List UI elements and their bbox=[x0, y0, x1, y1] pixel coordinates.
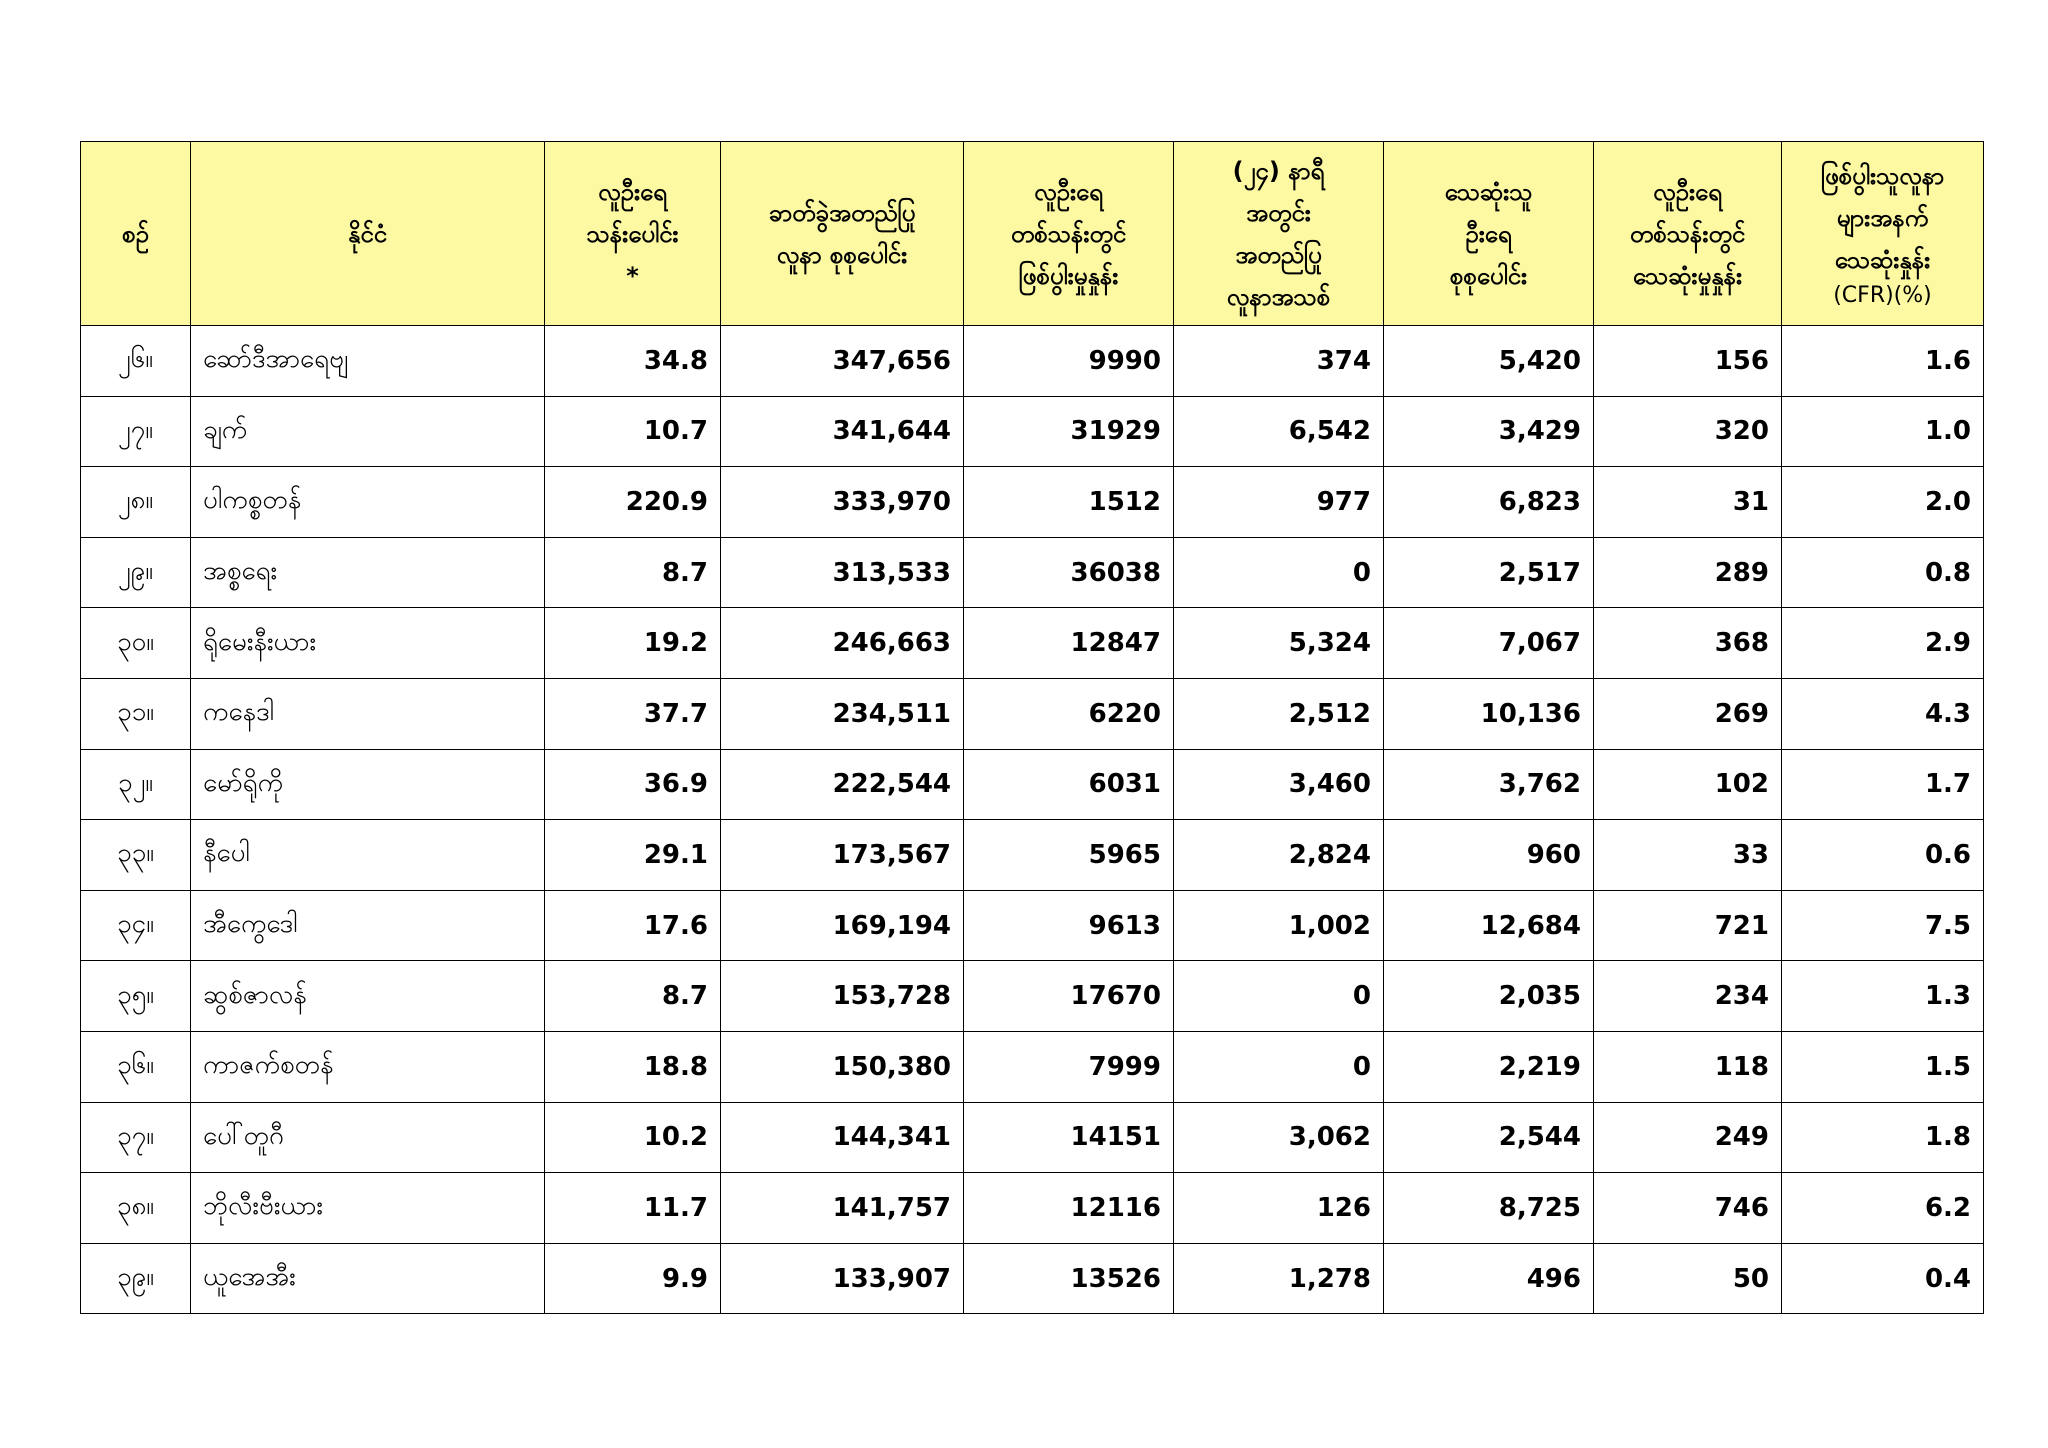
cell-total-confirmed: 150,380 bbox=[721, 1031, 964, 1102]
cell-cfr: 6.2 bbox=[1782, 1173, 1984, 1244]
cell-no: ၃၂။ bbox=[81, 749, 191, 820]
cell-total-confirmed: 341,644 bbox=[721, 396, 964, 467]
cell-population: 37.7 bbox=[545, 678, 721, 749]
covid-country-table bbox=[80, 141, 1984, 1314]
cell-incidence-per-million: 6220 bbox=[964, 678, 1174, 749]
cell-incidence-per-million: 17670 bbox=[964, 961, 1174, 1032]
cell-total-deaths: 3,762 bbox=[1384, 749, 1594, 820]
cell-new-24h: 126 bbox=[1174, 1173, 1384, 1244]
cell-incidence-per-million: 9990 bbox=[964, 326, 1174, 397]
cell-deaths-per-million: 234 bbox=[1594, 961, 1782, 1032]
cell-population: 19.2 bbox=[545, 608, 721, 679]
cell-cfr: 0.4 bbox=[1782, 1243, 1984, 1314]
header-total-confirmed: ခာတ်ခွဲအတည်ပြု လူနာ စုစုပေါင်း bbox=[721, 142, 964, 326]
cell-cfr: 7.5 bbox=[1782, 890, 1984, 961]
cell-total-deaths: 2,544 bbox=[1384, 1102, 1594, 1173]
cell-new-24h: 0 bbox=[1174, 961, 1384, 1032]
table-row bbox=[81, 467, 1984, 538]
table-body bbox=[81, 326, 1984, 1314]
cell-incidence-per-million: 12116 bbox=[964, 1173, 1174, 1244]
cell-total-confirmed: 144,341 bbox=[721, 1102, 964, 1173]
cell-new-24h: 3,460 bbox=[1174, 749, 1384, 820]
cell-total-deaths: 3,429 bbox=[1384, 396, 1594, 467]
cell-no: ၃၆။ bbox=[81, 1031, 191, 1102]
cell-total-deaths: 10,136 bbox=[1384, 678, 1594, 749]
table-row bbox=[81, 1243, 1984, 1314]
cell-total-confirmed: 234,511 bbox=[721, 678, 964, 749]
cell-deaths-per-million: 289 bbox=[1594, 537, 1782, 608]
cell-new-24h: 977 bbox=[1174, 467, 1384, 538]
cell-country: ဆော်ဒီအာရေဗျ bbox=[191, 326, 545, 397]
cell-country: ချက် bbox=[191, 396, 545, 467]
cell-country: အီကွေဒေါ bbox=[191, 890, 545, 961]
cell-population: 34.8 bbox=[545, 326, 721, 397]
header-no: စဉ် bbox=[81, 142, 191, 326]
table-row bbox=[81, 1173, 1984, 1244]
cell-country: ကာဇက်စတန် bbox=[191, 1031, 545, 1102]
cell-no: ၂၆။ bbox=[81, 326, 191, 397]
header-cfr-note: (CFR)(%) bbox=[1833, 283, 1932, 309]
cell-total-deaths: 960 bbox=[1384, 820, 1594, 891]
table-row bbox=[81, 537, 1984, 608]
cell-population: 36.9 bbox=[545, 749, 721, 820]
cell-country: မော်ရိုကို bbox=[191, 749, 545, 820]
cell-country: ဆွစ်ဇာလန် bbox=[191, 961, 545, 1032]
cell-no: ၂၇။ bbox=[81, 396, 191, 467]
header-total-deaths: သေဆုံးသူ ဦးရေ စုစုပေါင်း bbox=[1384, 142, 1594, 326]
cell-cfr: 0.8 bbox=[1782, 537, 1984, 608]
cell-deaths-per-million: 368 bbox=[1594, 608, 1782, 679]
cell-country: ရိုမေးနီးယား bbox=[191, 608, 545, 679]
table-row bbox=[81, 326, 1984, 397]
cell-cfr: 0.6 bbox=[1782, 820, 1984, 891]
cell-total-deaths: 2,517 bbox=[1384, 537, 1594, 608]
cell-country: ပါကစ္စတန် bbox=[191, 467, 545, 538]
cell-new-24h: 5,324 bbox=[1174, 608, 1384, 679]
cell-deaths-per-million: 249 bbox=[1594, 1102, 1782, 1173]
cell-new-24h: 374 bbox=[1174, 326, 1384, 397]
cell-no: ၃၈။ bbox=[81, 1173, 191, 1244]
table-row bbox=[81, 749, 1984, 820]
cell-deaths-per-million: 102 bbox=[1594, 749, 1782, 820]
cell-cfr: 1.0 bbox=[1782, 396, 1984, 467]
table-row bbox=[81, 608, 1984, 679]
table-row bbox=[81, 820, 1984, 891]
cell-population: 8.7 bbox=[545, 961, 721, 1032]
table-header-row bbox=[81, 142, 1984, 326]
cell-new-24h: 3,062 bbox=[1174, 1102, 1384, 1173]
cell-deaths-per-million: 33 bbox=[1594, 820, 1782, 891]
cell-deaths-per-million: 721 bbox=[1594, 890, 1782, 961]
cell-no: ၃၅။ bbox=[81, 961, 191, 1032]
cell-total-deaths: 8,725 bbox=[1384, 1173, 1594, 1244]
header-population: လူဦးရေ သန်းပေါင်း * bbox=[545, 142, 721, 326]
cell-population: 11.7 bbox=[545, 1173, 721, 1244]
cell-total-confirmed: 133,907 bbox=[721, 1243, 964, 1314]
cell-total-confirmed: 141,757 bbox=[721, 1173, 964, 1244]
cell-cfr: 1.7 bbox=[1782, 749, 1984, 820]
cell-cfr: 2.0 bbox=[1782, 467, 1984, 538]
cell-new-24h: 6,542 bbox=[1174, 396, 1384, 467]
table-row bbox=[81, 1031, 1984, 1102]
cell-total-confirmed: 246,663 bbox=[721, 608, 964, 679]
cell-incidence-per-million: 7999 bbox=[964, 1031, 1174, 1102]
cell-no: ၃၁။ bbox=[81, 678, 191, 749]
header-cfr bbox=[1782, 142, 1984, 326]
cell-total-deaths: 6,823 bbox=[1384, 467, 1594, 538]
cell-no: ၃၄။ bbox=[81, 890, 191, 961]
cell-incidence-per-million: 13526 bbox=[964, 1243, 1174, 1314]
header-deaths-per-million: လူဦးရေ တစ်သန်းတွင် သေဆုံးမှုနှုန်း bbox=[1594, 142, 1782, 326]
cell-population: 8.7 bbox=[545, 537, 721, 608]
cell-no: ၃၃။ bbox=[81, 820, 191, 891]
table-row bbox=[81, 961, 1984, 1032]
cell-no: ၂၉။ bbox=[81, 537, 191, 608]
cell-new-24h: 0 bbox=[1174, 1031, 1384, 1102]
cell-new-24h: 1,278 bbox=[1174, 1243, 1384, 1314]
cell-no: ၃၇။ bbox=[81, 1102, 191, 1173]
cell-deaths-per-million: 746 bbox=[1594, 1173, 1782, 1244]
cell-deaths-per-million: 31 bbox=[1594, 467, 1782, 538]
cell-total-deaths: 2,035 bbox=[1384, 961, 1594, 1032]
header-cfr-label: ဖြစ်ပွါးသူလူနာ များအနက် သေဆုံးနှုန်း bbox=[1820, 162, 1945, 275]
cell-total-confirmed: 222,544 bbox=[721, 749, 964, 820]
cell-incidence-per-million: 5965 bbox=[964, 820, 1174, 891]
table-row bbox=[81, 1102, 1984, 1173]
table-row bbox=[81, 396, 1984, 467]
cell-total-deaths: 12,684 bbox=[1384, 890, 1594, 961]
cell-population: 9.9 bbox=[545, 1243, 721, 1314]
cell-population: 220.9 bbox=[545, 467, 721, 538]
cell-total-confirmed: 173,567 bbox=[721, 820, 964, 891]
cell-no: ၃၉။ bbox=[81, 1243, 191, 1314]
cell-total-confirmed: 313,533 bbox=[721, 537, 964, 608]
cell-deaths-per-million: 50 bbox=[1594, 1243, 1782, 1314]
cell-cfr: 1.5 bbox=[1782, 1031, 1984, 1102]
cell-total-deaths: 5,420 bbox=[1384, 326, 1594, 397]
cell-cfr: 1.3 bbox=[1782, 961, 1984, 1032]
cell-cfr: 4.3 bbox=[1782, 678, 1984, 749]
cell-new-24h: 1,002 bbox=[1174, 890, 1384, 961]
cell-country: ပေါ်တူဂီ bbox=[191, 1102, 545, 1173]
cell-deaths-per-million: 320 bbox=[1594, 396, 1782, 467]
cell-total-confirmed: 169,194 bbox=[721, 890, 964, 961]
cell-cfr: 2.9 bbox=[1782, 608, 1984, 679]
cell-total-deaths: 496 bbox=[1384, 1243, 1594, 1314]
cell-population: 10.7 bbox=[545, 396, 721, 467]
cell-population: 10.2 bbox=[545, 1102, 721, 1173]
cell-incidence-per-million: 1512 bbox=[964, 467, 1174, 538]
cell-country: ယူအေအီး bbox=[191, 1243, 545, 1314]
cell-incidence-per-million: 36038 bbox=[964, 537, 1174, 608]
cell-population: 29.1 bbox=[545, 820, 721, 891]
cell-cfr: 1.8 bbox=[1782, 1102, 1984, 1173]
cell-new-24h: 0 bbox=[1174, 537, 1384, 608]
cell-incidence-per-million: 9613 bbox=[964, 890, 1174, 961]
header-incidence-per-million: လူဦးရေ တစ်သန်းတွင် ဖြစ်ပွါးမှုနှုန်း bbox=[964, 142, 1174, 326]
header-country: နိုင်ငံ bbox=[191, 142, 545, 326]
cell-incidence-per-million: 6031 bbox=[964, 749, 1174, 820]
cell-no: ၃၀။ bbox=[81, 608, 191, 679]
cell-country: နီပေါ bbox=[191, 820, 545, 891]
cell-country: ကနေဒါ bbox=[191, 678, 545, 749]
cell-population: 17.6 bbox=[545, 890, 721, 961]
cell-total-deaths: 7,067 bbox=[1384, 608, 1594, 679]
cell-deaths-per-million: 156 bbox=[1594, 326, 1782, 397]
cell-total-confirmed: 153,728 bbox=[721, 961, 964, 1032]
cell-total-confirmed: 333,970 bbox=[721, 467, 964, 538]
table-row bbox=[81, 890, 1984, 961]
cell-incidence-per-million: 14151 bbox=[964, 1102, 1174, 1173]
cell-cfr: 1.6 bbox=[1782, 326, 1984, 397]
cell-deaths-per-million: 269 bbox=[1594, 678, 1782, 749]
cell-population: 18.8 bbox=[545, 1031, 721, 1102]
cell-total-confirmed: 347,656 bbox=[721, 326, 964, 397]
table-row bbox=[81, 678, 1984, 749]
cell-incidence-per-million: 31929 bbox=[964, 396, 1174, 467]
header-new-24h: (၂၄) နာရီ အတွင်း အတည်ပြု လူနာအသစ် bbox=[1174, 142, 1384, 326]
cell-country: ဘိုလီးဗီးယား bbox=[191, 1173, 545, 1244]
cell-deaths-per-million: 118 bbox=[1594, 1031, 1782, 1102]
cell-country: အစ္စရေး bbox=[191, 537, 545, 608]
cell-no: ၂၈။ bbox=[81, 467, 191, 538]
cell-total-deaths: 2,219 bbox=[1384, 1031, 1594, 1102]
cell-new-24h: 2,824 bbox=[1174, 820, 1384, 891]
cell-new-24h: 2,512 bbox=[1174, 678, 1384, 749]
cell-incidence-per-million: 12847 bbox=[964, 608, 1174, 679]
